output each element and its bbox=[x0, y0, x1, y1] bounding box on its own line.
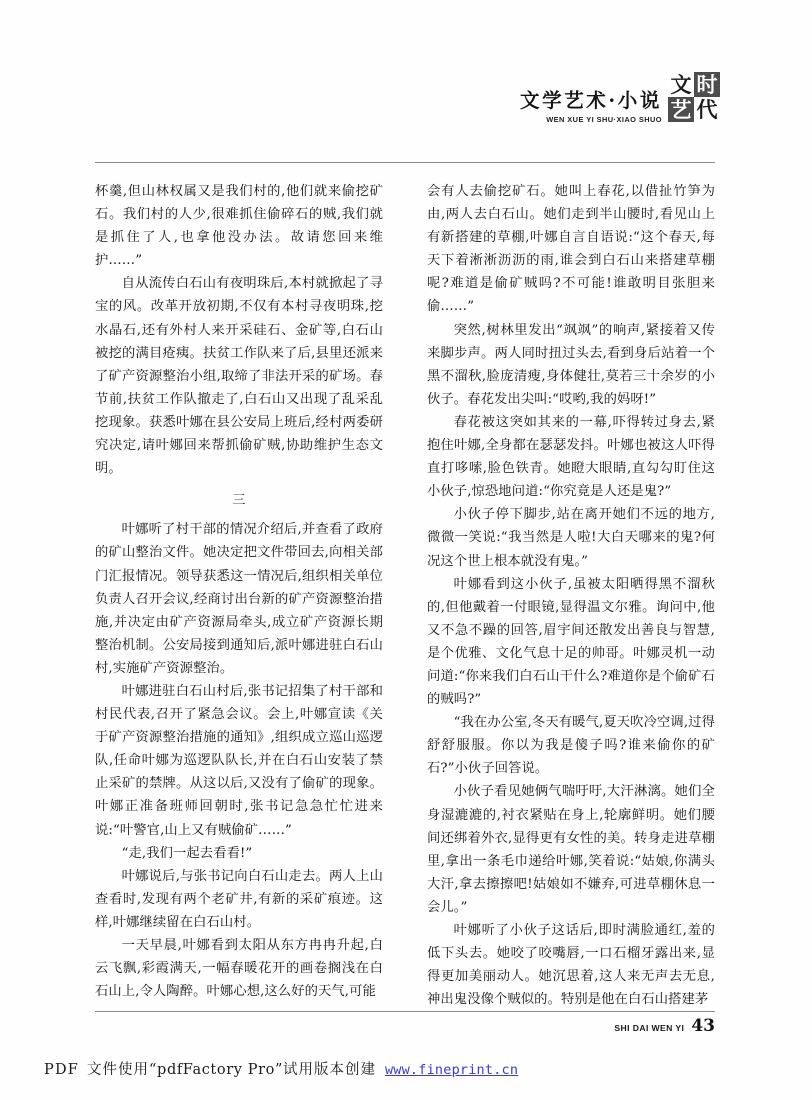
body-paragraph: 杯羹,但山林权属又是我们村的,他们就来偷挖矿石。我们村的人少,很难抓住偷碎石的贼,我们就是抓住了人,也拿他没办法。故请您回来维护……” bbox=[95, 184, 383, 269]
body-paragraph: 叶娜看到这小伙子,虽被太阳晒得黑不溜秋的,但他戴着一付眼镜,显得温文尔雅。询问中,他又不急不躁的回答,眉宇间还散发出善良与智慧,是个优雅、文化气息十足的帅哥。叶娜灵机一动问道:“你来我们白石山干什么?难道你是个偷矿石的贼吗?” bbox=[427, 576, 715, 708]
masthead-inner bbox=[520, 74, 720, 124]
footer-journal-name: SHI DAI WEN YI bbox=[614, 1023, 685, 1033]
body-paragraph: 一天早晨,叶娜看到太阳从东方冉冉升起,白云飞飘,彩霞满天,一幅春暖花开的画卷搁浅在白石山上,令人陶醉。叶娜心想,这么好的天气,可能 bbox=[95, 938, 383, 1000]
masthead-title-pinyin: WEN XUE YI SHU·XIAO SHUO bbox=[546, 115, 662, 125]
logo-cell-shi: 时 bbox=[694, 72, 720, 97]
body-paragraph: 春花被这突如其来的一幕,吓得转过身去,紧抱住叶娜,全身都在瑟瑟发抖。叶娜也被这人吓得直打哆嗦,脸色铁青。她瞪大眼睛,直勾勾盯住这小伙子,惊恐地问道:“你究竟是人还是鬼?” bbox=[427, 414, 715, 500]
body-paragraph: 叶娜听了村干部的情况介绍后,并查看了政府的矿山整治文件。她决定把文件带回去,向相关部门汇报情况。领导获悉这一情况后,组织相关单位负责人召开会议,经商讨出台新的矿产资源整治措施,并决定由矿产资源局牵头,成立矿产资源长期整治机制。公安局接到通知后,派叶娜进驻白石山村,实施矿产资源整治。 bbox=[95, 522, 383, 676]
body-paragraph: 叶娜说后,与张书记向白石山走去。两人上山查看时,发现有两个老矿井,有新的采矿痕迹。这样,叶娜继续留在白石山村。 bbox=[95, 868, 383, 930]
body-paragraph: 会有人去偷挖矿石。她叫上春花,以借扯竹笋为由,两人去白石山。她们走到半山腰时,看见山上有新搭建的草棚,叶娜自言自语说:“这个春天,每天下着淅淅沥沥的雨,谁会到白石山来搭建草棚呢?难道是偷矿贼吗?不可能!谁敢明目张胆来偷……” bbox=[427, 184, 715, 315]
masthead-text-block bbox=[520, 74, 666, 124]
body-paragraph: 突然,树林里发出“飒飒”的响声,紧接着又传来脚步声。两人同时扭过头去,看到身后站着一个黑不溜秋,脸庞清瘦,身体健壮,莫若三十余岁的小伙子。春花发出尖叫:“哎哟,我的妈呀!” bbox=[427, 322, 715, 407]
body-paragraph: 小伙子停下脚步,站在离开她们不远的地方,微微一笑说:“我当然是人啦!大白天哪来的鬼?何况这个世上根本就没有鬼。” bbox=[427, 507, 715, 569]
logo-cell-yi: 艺 bbox=[668, 97, 694, 122]
column-left bbox=[95, 180, 383, 1002]
article-body bbox=[95, 180, 715, 1008]
page-footer bbox=[95, 1016, 715, 1036]
body-paragraph: 自从流传白石山有夜明珠后,本村就掀起了寻宝的风。改革开放初期,不仅有本村寻夜明珠,挖水晶石,还有外村人来开采硅石、金矿等,白石山被挖的满目疮痍。扶贫工作队来了后,县里还派来了矿产资源整治小组,取缔了非法开采的矿场。春节前,扶贫工作队撤走了,白石山又出现了乱采乱挖现象。获悉叶娜在县公安局上班后,经村两委研究决定,请叶娜回来帮抓偷矿贼,协助维护生态文明。 bbox=[95, 276, 383, 477]
logo-cell-wen: 文 bbox=[668, 72, 694, 97]
watermark-url-link[interactable]: www.fineprint.cn bbox=[384, 1062, 519, 1078]
header-divider bbox=[95, 162, 715, 163]
pdf-watermark bbox=[44, 1058, 518, 1079]
watermark-text-2: 试用版本创建 bbox=[282, 1062, 376, 1078]
watermark-prefix: PDF bbox=[44, 1062, 80, 1078]
section-heading: 三 bbox=[232, 493, 246, 509]
logo-cell-dai: 代 bbox=[694, 97, 720, 122]
body-paragraph: 叶娜听了小伙子这话后,即时满脸通红,羞的低下头去。她咬了咬嘴唇,一口石榴牙露出来,显得更加美丽动人。她沉思着,这人来无声去无息,神出鬼没像个贼似的。特别是他在白石山搭建茅 bbox=[427, 923, 715, 1008]
column-right bbox=[427, 180, 715, 1008]
journal-logo bbox=[668, 72, 720, 122]
masthead-title-cn: 文学艺术·小说 bbox=[520, 89, 662, 112]
watermark-product: “pdfFactory Pro” bbox=[149, 1062, 283, 1078]
body-paragraph: 小伙子看见她俩气喘吁吁,大汗淋漓。她们全身湿漉漉的,衬衣紧贴在身上,轮廓鲜明。她们腰间还绑着外衣,显得更有女性的美。转身走进草棚里,拿出一条毛巾递给叶娜,笑着说:“姑娘,你满头大汗,拿去擦擦吧!姑娘如不嫌弃,可进草棚休息一会儿。” bbox=[427, 784, 715, 915]
masthead bbox=[0, 74, 812, 144]
body-paragraph: 叶娜进驻白石山村后,张书记招集了村干部和村民代表,召开了紧急会议。会上,叶娜宣读《关于矿产资源整治措施的通知》,组织成立巡山巡逻队,任命叶娜为巡逻队队长,并在白石山安装了禁止采矿的禁牌。从这以后,又没有了偷矿的现象。叶娜正准备班师回朝时,张书记急急忙忙进来说:“叶警官,山上又有贼偷矿……” bbox=[95, 683, 383, 838]
body-paragraph: “我在办公室,冬天有暖气,夏天吹冷空调,过得舒舒服服。你以为我是傻子吗?谁来偷你的矿石?”小伙子回答说。 bbox=[427, 715, 715, 777]
footer-divider bbox=[95, 1011, 715, 1012]
body-paragraph: “走,我们一起去看看!” bbox=[121, 845, 253, 861]
page-number: 43 bbox=[691, 1016, 715, 1036]
watermark-text-1: 文件使用 bbox=[87, 1062, 150, 1078]
